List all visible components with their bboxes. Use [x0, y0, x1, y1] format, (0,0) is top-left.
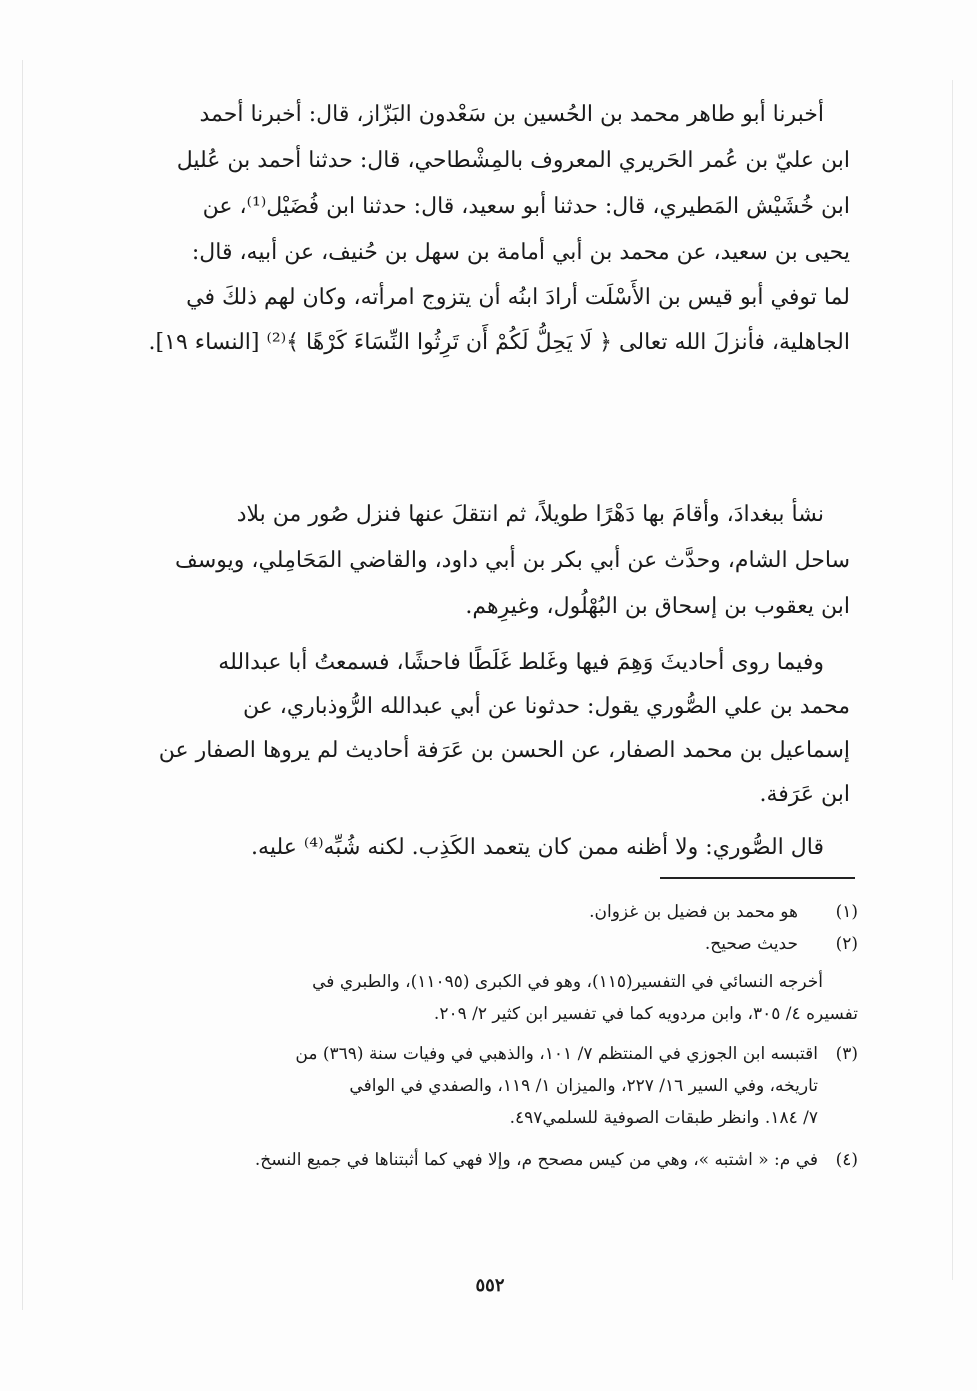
- footnote-text: ٧/ ١٨٤. وانظر طبقات الصوفية للسلمي٤٩٧.: [509, 1108, 818, 1128]
- text-line: ابن عليّ بن عُمر الحَريري المعروف بالمِشْطاحي، قال: حدثنا أحمد بن عُليل: [176, 148, 850, 173]
- footnote-separator: [660, 877, 855, 879]
- text-line: إسماعيل بن محمد الصفار، عن الحسن بن عَرَفة أحاديث لم يروها الصفار عن: [158, 738, 850, 763]
- footnote-number: (١): [835, 902, 858, 922]
- paragraph-3: [140, 648, 850, 838]
- footnote-number: (٣): [835, 1044, 858, 1064]
- footnote-text: اقتبسه ابن الجوزي في المنتظم ٧/ ١٠١، والذهبي في وفيات سنة (٣٦٩) من: [295, 1044, 818, 1064]
- footnote-text: هو محمد بن فضيل بن غزوان.: [589, 902, 798, 922]
- footnote-text: حديث صحيح.: [704, 934, 798, 954]
- text-line: أخبرنا أبو طاهر محمد بن الحُسين بن سَعْدون البَزّاز، قال: أخبرنا أحمد: [199, 102, 824, 127]
- footnote-text: في م: « اشتبه »، وهي من كيس مصحح م، وإلا فهي كما أثبتناها في جميع النسخ.: [254, 1150, 818, 1170]
- text-line: لما توفي أبو قيس بن الأَسْلَت أرادَ ابنُه أن يتزوج امرأته، وكان لهم ذلكَ في: [186, 285, 850, 310]
- text-line: نشأ ببغدادَ، وأقامَ بها دَهْرًا طويلاً، ثم انتقلَ عنها فنزل صُور من بلاد: [236, 502, 824, 527]
- paragraph-2: [140, 500, 850, 640]
- entry-heading: [140, 378, 850, 468]
- text-line: ساحل الشام، وحدَّث عن أبي بكر بن أبي داود، والقاضي المَحَامِلي، ويوسف: [175, 548, 850, 573]
- scan-edge-mark: [952, 80, 953, 1280]
- text-line: وفيما روى أحاديثَ وَهِمَ فيها وغَلط غَلَطًا فاحشًا، فسمعتُ أبا عبدالله: [218, 650, 824, 675]
- text-line: ابن يعقوب بن إسحاق بن البُهْلُول، وغيرِهم.: [465, 594, 850, 619]
- footnote-text: أخرجه النسائي في التفسير(١١٥)، وهو في الكبرى (١١٠٩٥)، والطبري في: [312, 972, 823, 992]
- scan-edge-mark: [22, 60, 23, 1310]
- footnotes: [138, 900, 858, 1190]
- footnote-number: (٤): [835, 1150, 858, 1170]
- page-number: ٥٥٢: [475, 1275, 505, 1296]
- text-line: الجاهلية، فأنزلَ الله تعالى ﴿ لَا يَحِلُّ لَكُمْ أَن تَرِثُوا النِّسَاءَ كَرْهًا ﴾⁽²⁾ [النساء ١٩].: [148, 330, 850, 355]
- text-line: قال الصُّوري: ولا أظنه ممن كان يتعمد الكَذِب. لكنه شُبِّه⁽⁴⁾ عليه.: [251, 835, 824, 860]
- text-line: محمد بن علي الصُّوري يقول: حدثونا عن أبي عبدالله الرُّوذباري، عن: [242, 694, 850, 719]
- footnote-number: (٢): [835, 934, 858, 954]
- text-line: ابن خُشَيْش المَطيري، قال: حدثنا أبو سعيد، قال: حدثنا ابن فُضَيْل⁽¹⁾، عن: [202, 194, 850, 219]
- text-line: ابن عَرَفة.: [759, 782, 850, 807]
- footnote-text: تاريخه، وفي السير ١٦/ ٢٢٧، والميزان ١/ ١١٩، والصفدي في الوافي: [349, 1076, 818, 1096]
- footnote-text: تفسيره ٤/ ٣٠٥، وابن مردويه كما في تفسير ابن كثير ٢/ ٢٠٩.: [433, 1004, 858, 1024]
- paragraph-4: [140, 833, 850, 873]
- text-line: يحيى بن سعيد، عن محمد بن أبي أمامة بن سهل بن حُنيف، عن أبيه، قال:: [191, 240, 850, 265]
- paragraph-1: [140, 100, 850, 360]
